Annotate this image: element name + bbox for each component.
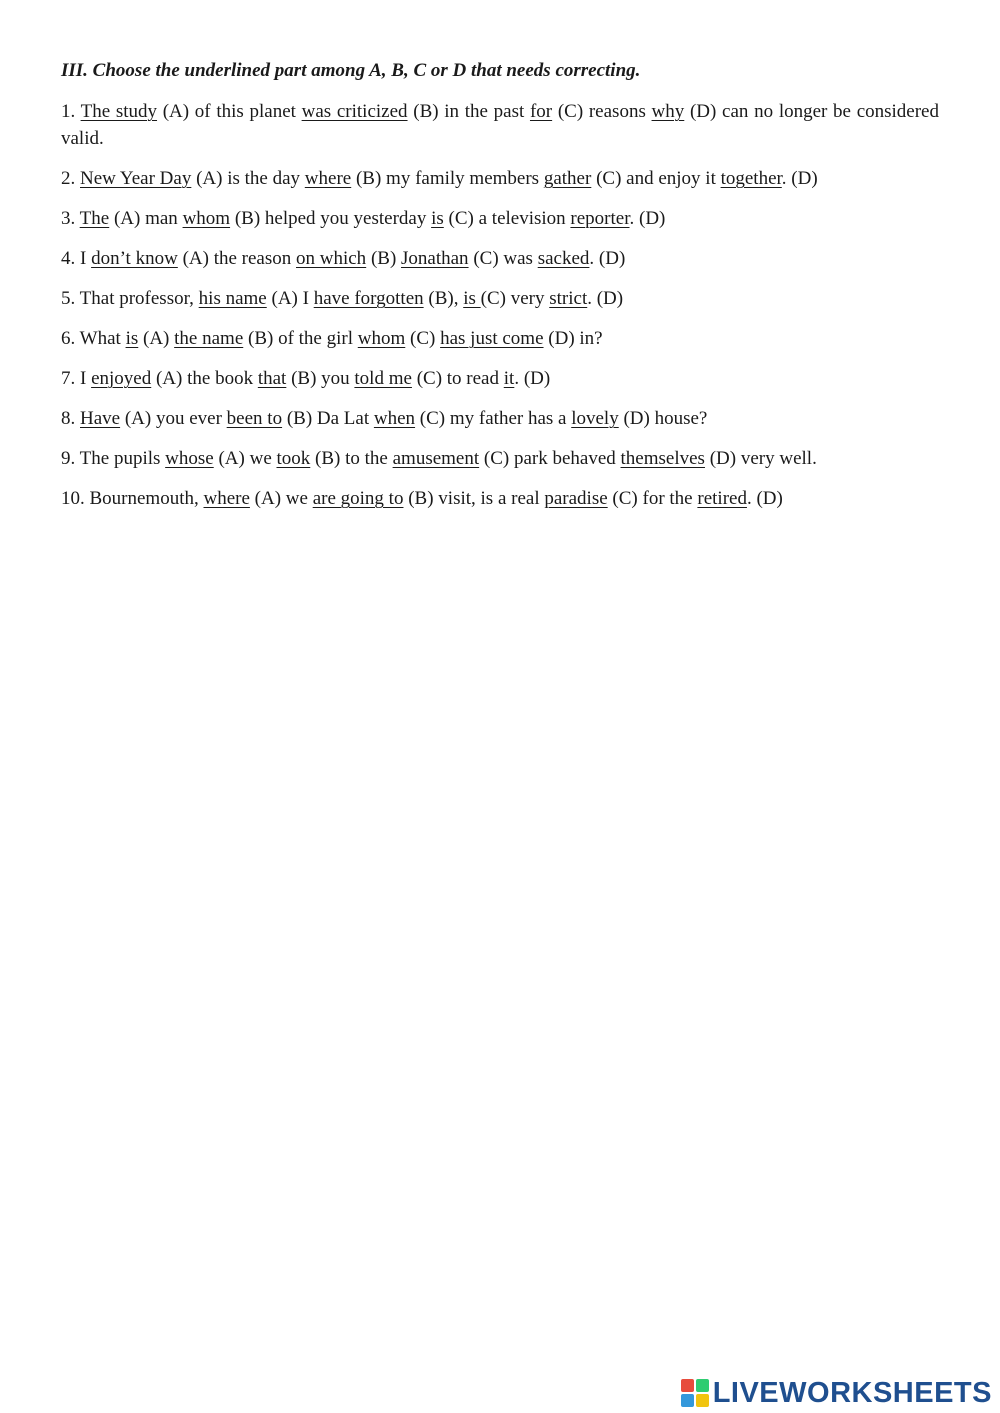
question-text: 1.: [61, 101, 81, 122]
question-text: (A) you ever: [120, 408, 227, 429]
underlined-option: when: [373, 408, 416, 429]
question-text: . (D): [746, 488, 783, 509]
question-text: (C) my father has a: [415, 408, 572, 429]
question-text: (C) was: [468, 248, 538, 269]
question-item: [61, 98, 939, 152]
question-item: [61, 165, 939, 192]
logo-square: [681, 1379, 694, 1392]
underlined-option: paradise: [544, 488, 608, 509]
brand-name: LIVEWORKSHEETS: [712, 1376, 992, 1409]
question-item: [61, 325, 939, 352]
underlined-option: together: [720, 168, 782, 189]
question-text: (B),: [423, 288, 464, 309]
question-text: (B) in the past: [407, 101, 530, 122]
question-text: (A): [138, 328, 175, 349]
underlined-option: took: [276, 448, 311, 469]
question-text: . (D): [589, 248, 626, 269]
question-text: (A) we: [213, 448, 277, 469]
question-text: 4. I: [61, 248, 92, 269]
question-item: [61, 365, 939, 392]
question-text: (A) man: [109, 208, 183, 229]
question-text: (A) is the day: [191, 168, 305, 189]
underlined-option: where: [304, 168, 352, 189]
logo-square: [681, 1394, 694, 1407]
question-item: [61, 285, 939, 312]
section-heading: III. Choose the underlined part among A, B, C or D that needs correcting.: [61, 60, 641, 81]
underlined-option: enjoyed: [91, 368, 152, 389]
underlined-option: that: [257, 368, 287, 389]
question-text: (C) a television: [443, 208, 571, 229]
question-text: 10. Bournemouth,: [61, 488, 204, 509]
underlined-option: whose: [165, 448, 214, 469]
question-text: 9. The pupils: [61, 448, 166, 469]
question-text: (B): [366, 248, 402, 269]
question-text: (B) my family members: [351, 168, 544, 189]
question-text: . (D): [629, 208, 666, 229]
liveworksheets-logo-icon: [681, 1379, 709, 1407]
question-text: (D) house?: [618, 408, 708, 429]
question-text: . (D): [587, 288, 624, 309]
underlined-option: strict: [549, 288, 588, 309]
question-item: [61, 405, 939, 432]
underlined-option: New Year Day: [80, 168, 192, 189]
question-text: 6. What: [61, 328, 126, 349]
question-text: (B) of the girl: [243, 328, 358, 349]
question-text: (A) the reason: [177, 248, 296, 269]
question-text: 3.: [61, 208, 80, 229]
underlined-option: whom: [182, 208, 231, 229]
underlined-option: sacked: [537, 248, 590, 269]
underlined-option: been to: [226, 408, 283, 429]
underlined-option: on which: [296, 248, 367, 269]
underlined-option: is: [125, 328, 139, 349]
underlined-option: The: [79, 208, 110, 229]
question-text: (C): [405, 328, 441, 349]
underlined-option: for: [529, 101, 553, 122]
underlined-option: why: [651, 101, 685, 122]
question-text: (C) very: [480, 288, 550, 309]
underlined-option: it: [503, 368, 515, 389]
underlined-option: themselves: [620, 448, 705, 469]
question-text: (B) Da Lat: [282, 408, 374, 429]
question-text: 5. That professor,: [61, 288, 199, 309]
underlined-option: told me: [354, 368, 412, 389]
question-text: (A) the book: [151, 368, 258, 389]
question-text: (C) for the: [607, 488, 698, 509]
question-text: (B) you: [286, 368, 355, 389]
underlined-option: is: [431, 208, 444, 229]
logo-square: [696, 1379, 709, 1392]
underlined-option: Jonathan: [401, 248, 469, 269]
question-item: [61, 205, 939, 232]
underlined-option: whom: [357, 328, 406, 349]
underlined-option: retired: [697, 488, 747, 509]
question-text: (B) helped you yesterday: [230, 208, 432, 229]
question-text: 7. I: [61, 368, 92, 389]
question-text: . (D): [514, 368, 551, 389]
question-item: [61, 485, 939, 512]
underlined-option: Have: [80, 408, 121, 429]
question-text: (C) to read: [411, 368, 504, 389]
underlined-option: have forgotten: [313, 288, 424, 309]
underlined-option: gather: [543, 168, 592, 189]
question-text: (A) I: [266, 288, 314, 309]
question-text: (C) reasons: [552, 101, 652, 122]
question-text: (C) park behaved: [479, 448, 621, 469]
question-text: (B) visit, is a real: [403, 488, 545, 509]
question-text: (A) of this planet: [157, 101, 302, 122]
question-text: 2.: [61, 168, 80, 189]
question-text: 8.: [61, 408, 80, 429]
question-text: . (D): [781, 168, 818, 189]
underlined-option: are going to: [312, 488, 404, 509]
underlined-option: is: [463, 288, 481, 309]
underlined-option: The study: [80, 101, 158, 122]
underlined-option: has just come: [440, 328, 544, 349]
question-text: (D) very well.: [704, 448, 817, 469]
question-item: [61, 445, 939, 472]
question-text: (B) to the: [310, 448, 393, 469]
underlined-option: his name: [198, 288, 267, 309]
underlined-option: reporter: [570, 208, 630, 229]
underlined-option: where: [203, 488, 250, 509]
underlined-option: the name: [174, 328, 244, 349]
underlined-option: amusement: [392, 448, 480, 469]
underlined-option: don’t know: [91, 248, 178, 269]
liveworksheets-brand: [681, 1373, 992, 1413]
question-item: [61, 245, 939, 272]
question-text: (A) we: [249, 488, 313, 509]
underlined-option: lovely: [571, 408, 619, 429]
question-text: (D) in?: [543, 328, 603, 349]
logo-square: [696, 1394, 709, 1407]
question-text: (C) and enjoy it: [591, 168, 721, 189]
question-text: (D) can no longer be considered valid.: [61, 101, 939, 149]
question-list: [61, 98, 939, 525]
underlined-option: was criticized: [301, 101, 408, 122]
